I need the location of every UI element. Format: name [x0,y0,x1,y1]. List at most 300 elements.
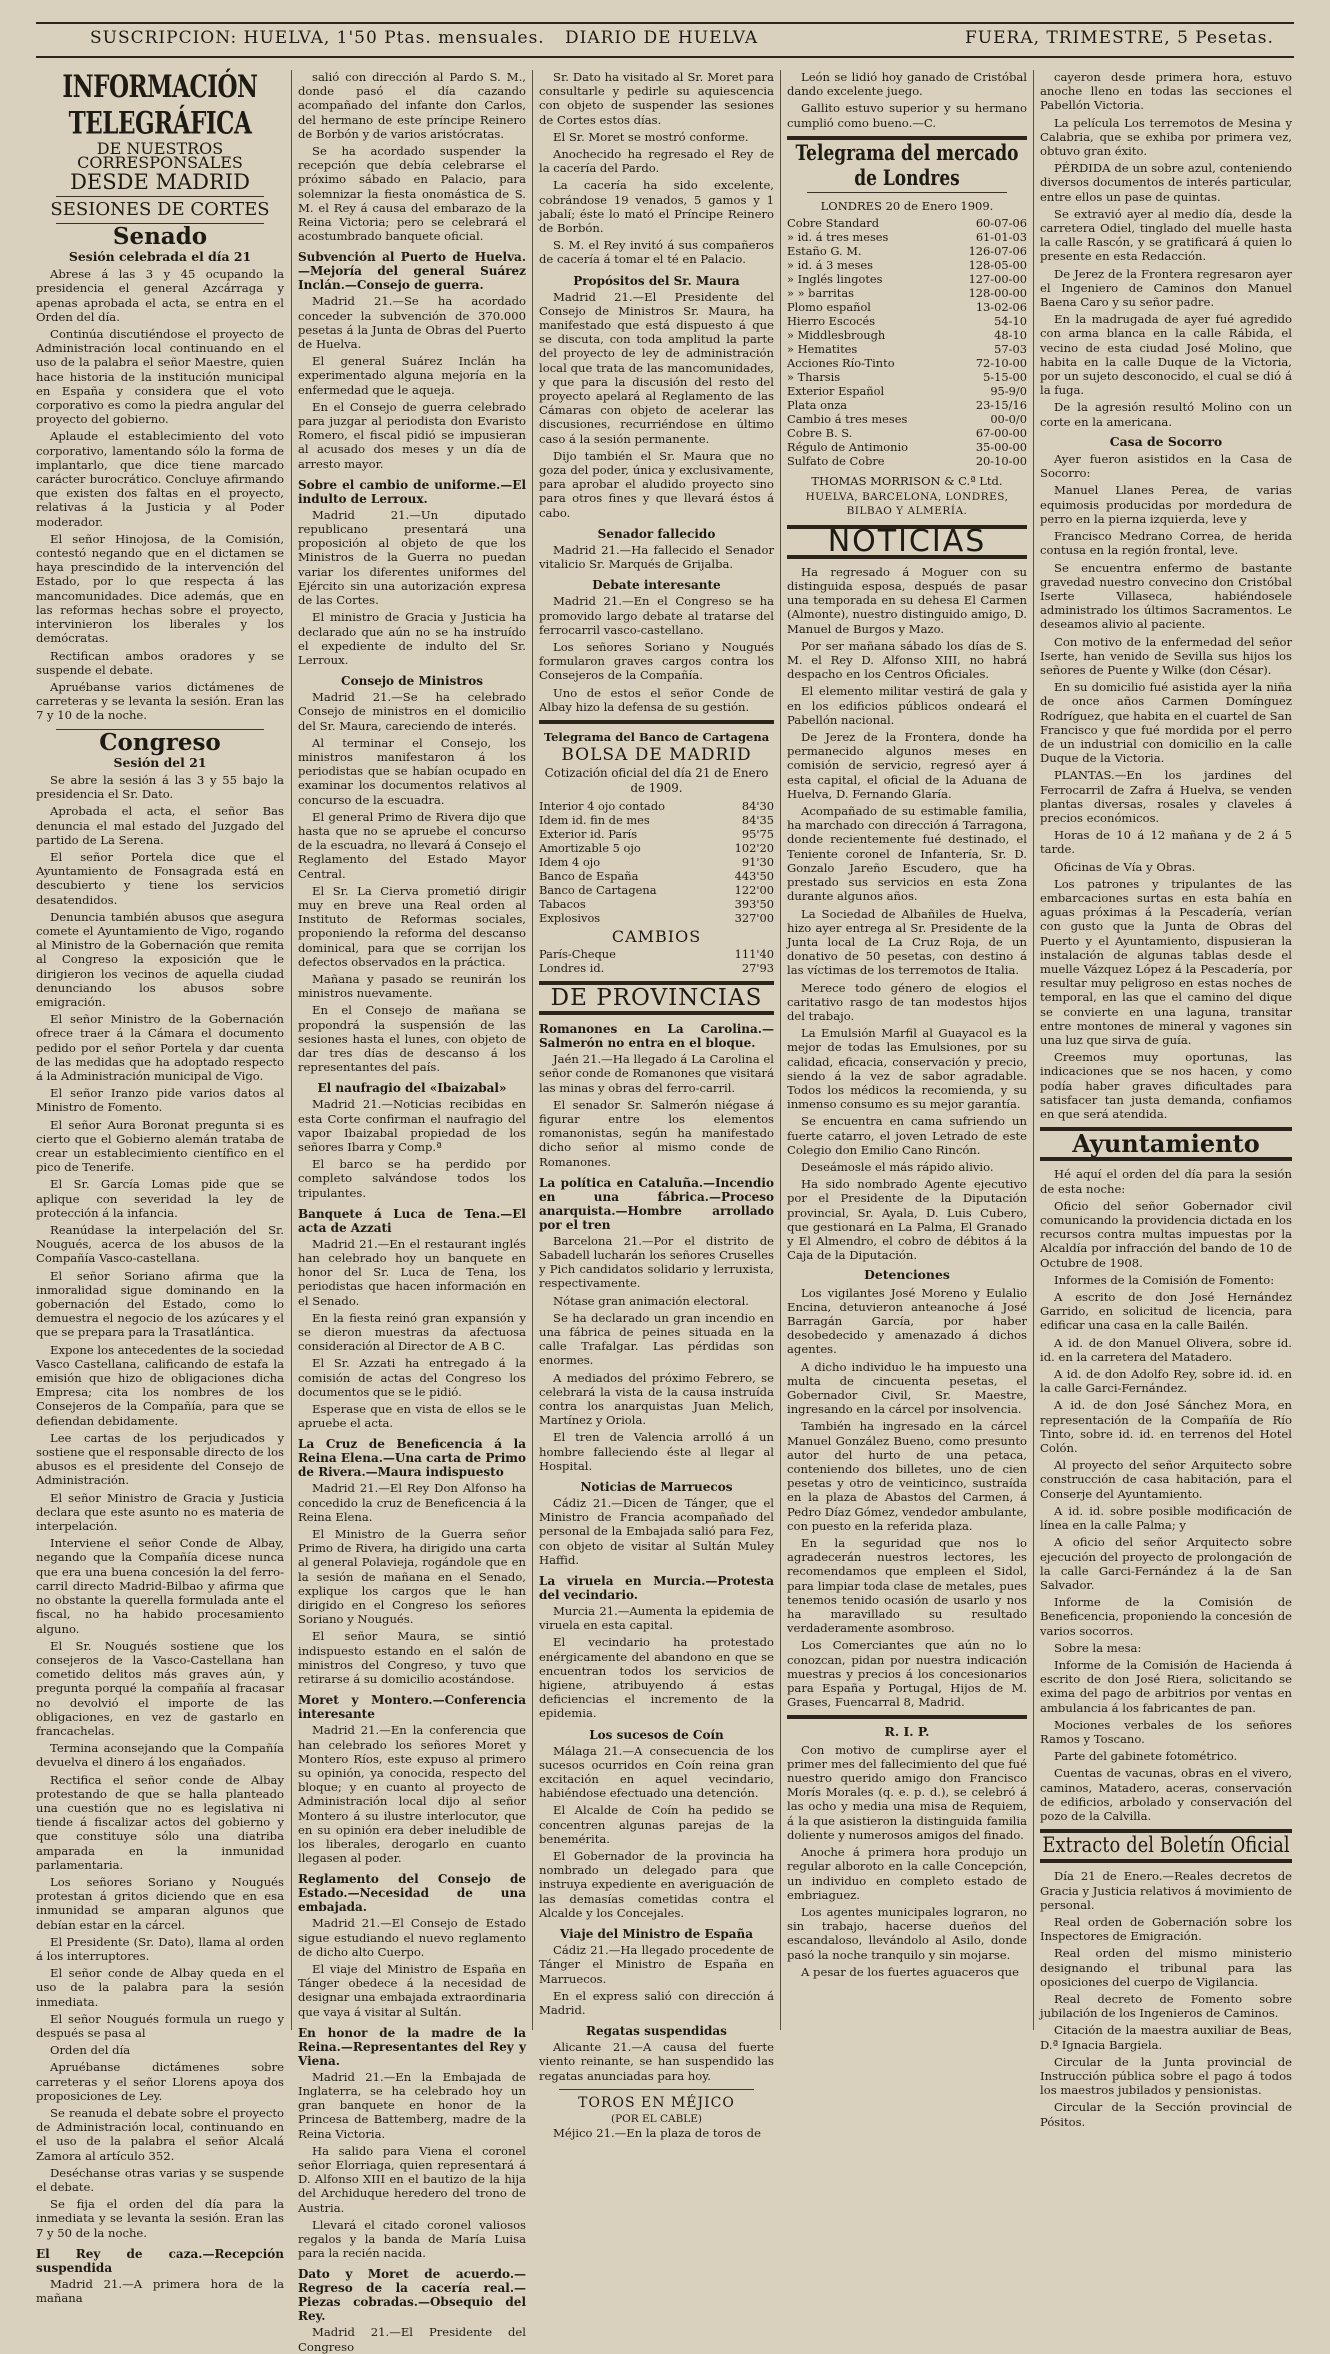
column-5 [1040,70,1292,2129]
quote-row [787,286,1027,300]
news-paragraph: En el Consejo de guerra celebrado para juzgar al periodista don Evaristo Romero, el fiscal pidió se impusieran al acusado dos meses y un día de arresto mayor. [298,399,526,471]
column-rule [780,70,781,2030]
quote-value: 128-00-00 [968,286,1027,301]
quote-row [539,869,774,883]
news-paragraph: PÉRDIDA de un sobre azul, conteniendo diversos documentos de interés particular, entre ellos un pase de quintas. [1040,161,1292,204]
quote-label: » Inglés lingotes [787,272,883,287]
subscription-outside: FUERA, TRIMESTRE, 5 Pesetas. [965,28,1274,48]
news-paragraph: En la seguridad que nos lo agradecerán nuestros lectores, les recomendamos que empleen el Sidol, para limpiar toda clase de metales, pues tenemos tenido ocasión de usarlo y nos ha maravillado su resultado verdaderamente asombroso. [787,1536,1027,1636]
news-paragraph: Al terminar el Consejo, los ministros manifestaron á los periodistas que se habían ocupado en examinar los documentos relativos al concurso de la escuadra. [298,735,526,807]
column-3-lead [539,70,774,267]
rip-heading: R. I. P. [884,1724,930,1740]
news-paragraph: El senador Sr. Salmerón niégase á figurar entre los elementos romanonistas, según ha manifestado dicho señor al mismo conde de Romanones. [539,1097,774,1169]
quote-label: Interior 4 ojo contado [539,798,665,813]
news-paragraph: Ha salido para Viena el coronel señor Elorriaga, quien representará á D. Alfonso XIII en el bautizo de la hija del Archiduque heredero del trono de Austria. [298,2143,526,2215]
news-paragraph: Mociones verbales de los señores Ramos y Toscano. [1040,1717,1292,1746]
news-paragraph: El Sr. Azzati ha entregado á la comisión de actas del Congreso los documentos que se le pidió. [298,1356,526,1399]
news-headline: El Rey de caza.—Recepción suspendida [36,2246,284,2275]
news-paragraph: También ha ingresado en la cárcel Manuel González Bueno, como presunto autor del hurto de una petaca, conteniendo dos billetes, uno de cien pesetas y otro de veinticinco, sustraída en la plaza de Abastos del Carmen, á Pedro Díaz Gómez, vendedor ambulante, con puesto en la referida plaza. [787,1419,1027,1533]
news-paragraph: Madrid 21.—En la Embajada de Inglaterra, se ha celebrado hoy un gran banquete en honor de la Princesa de Battemberg, madre de la Reina Victoria. [298,2069,526,2141]
news-paragraph: Ha sido nombrado Agente ejecutivo por el Presidente de la Diputación provincial, Sr. Ayala, D. Luis Cubero, que gestionará en La Palma, El Granado y El Almendro, el cobro de débitos á la Caja de la Diputación. [787,1177,1027,1263]
news-paragraph: El señor Maura, se sintió indispuesto estando en el salón de ministros del Congreso, y tuvo que retirarse á su domicilio acostándose. [298,1629,526,1687]
quote-value: 84'30 [741,798,774,813]
news-paragraph: Anoche á primera hora produjo un regular alboroto en la calle Concepción, un individuo en completo estado de embriaguez. [787,1845,1027,1902]
quote-value: 48-10 [994,328,1027,343]
quote-row [787,272,1027,286]
quote-label: Exterior Español [787,384,885,399]
news-headline: Noticias de Marruecos [580,1480,733,1495]
quote-value: 122'00 [734,882,774,897]
quote-value: 57-03 [994,342,1027,357]
quote-label: » id. á 3 meses [787,258,874,273]
news-paragraph: Los agentes municipales lograron, no sin trabajo, hacerse dueños del escandaloso, llevándolo al Asilo, donde pasó la noche tranquilo y sin mojarse. [787,1904,1027,1962]
news-paragraph: Real orden de Gobernación sobre los Inspectores de Emigración. [1040,1914,1292,1944]
quote-row [787,258,1027,272]
news-paragraph: Sobre la mesa: [1054,1640,1142,1655]
news-paragraph: A pesar de los fuertes aguaceros que [801,1964,1020,1979]
news-paragraph: El señor Iranzo pide varios datos al Ministro de Fomento. [36,1086,284,1115]
news-paragraph: El general Primo de Rivera dijo que hasta que no se apruebe el concurso de la escuadra, no llevará á Consejo el Reglamento del Estado Mayor Central. [298,809,526,881]
quote-value: 327'00 [734,910,774,925]
news-paragraph: El Presidente (Sr. Dato), llama al orden á los interruptores. [36,1934,284,1963]
quote-label: Banco de España [539,868,639,883]
quote-value: 393'50 [734,896,774,911]
quote-row [787,370,1027,384]
section-title: INFORMACIÓN TELEGRÁFICA [62,68,258,142]
quote-label: Estaño G. M. [787,244,862,259]
news-paragraph: El general Suárez Inclán ha experimentado alguna mejoría en la enfermedad que le aqueja. [298,354,526,397]
news-paragraph: Se encuentra en cama sufriendo un fuerte catarro, el joven Letrado de este Colegio don Emilio Cano Rincón. [787,1114,1027,1157]
header-top-rule [36,22,1294,24]
news-paragraph: El tren de Valencia arrolló á un hombre falleciendo éste al llegar al Hospital. [539,1430,774,1473]
quote-row [539,961,774,975]
quote-label: Cobre Standard [787,216,879,231]
news-headline: Sobre el cambio de uniforme.—El indulto de Lerroux. [298,477,526,506]
column-2 [298,70,526,2354]
news-headline: Viaje del Ministro de España [559,1927,754,1942]
news-paragraph: Anochecido ha regresado el Rey de la cacería del Pardo. [539,147,774,176]
news-paragraph: Murcia 21.—Aumenta la epidemia de viruela en esta capital. [539,1604,774,1633]
news-paragraph: Se encuentra enfermo de bastante gravedad nuestro convecino don Cristóbal Iserte Villaseca, habiéndosele administrado los últimos Sacramentos. Le deseamos alivio al paciente. [1040,560,1292,632]
congreso-session: Sesión del 21 [113,754,207,770]
news-paragraph: Francisco Medrano Correa, de herida contusa en la región frontal, leve. [1040,529,1292,558]
news-headline: Dato y Moret de acuerdo.—Regreso de la cacería real.—Piezas cobradas.—Obsequio del Rey. [298,2267,526,2324]
news-paragraph: A id. de don Adolfo Rey, sobre id. id. en la calle Garci-Fernández. [1040,1367,1292,1396]
quote-value: 126-07-06 [968,244,1027,259]
news-headline: Romanones en La Carolina.—Salmerón no entra en el bloque. [539,1022,774,1051]
news-paragraph: Madrid 21.—Ha fallecido el Senador vitalicio Sr. Marqués de Grijalba. [539,542,774,572]
quote-value: 111'40 [734,946,774,961]
news-paragraph: Se ha declarado un gran incendio en una fábrica de peines situada en la calle Trafalgar. Las pérdidas son enormes. [539,1310,774,1368]
news-paragraph: Madrid 21.—El Consejo de Estado sigue estudiando el nuevo reglamento de dicho alto Cuerpo. [298,1916,526,1959]
city-heading: DESDE MADRID [70,170,250,195]
news-headline: Banquete á Luca de Tena.—El acta de Azzati [298,1206,526,1235]
quote-row [787,230,1027,244]
quote-label: París-Cheque [539,946,616,961]
detenciones-heading: Detenciones [864,1267,950,1283]
quote-value: 20-10-00 [975,454,1027,469]
news-headline: En honor de la madre de la Reina.—Representantes del Rey y Viena. [298,2025,526,2068]
quote-row [787,328,1027,342]
news-paragraph: Los señores Soriano y Nougués formularon graves cargos contra los Consejeros de la Compañía. [539,639,774,683]
news-paragraph: El Sr. Moret se mostró conforme. [553,129,749,144]
news-paragraph: Dijo también el Sr. Maura que no goza del poder, única y exclusivamente, para aprobar el aludido proyecto sino para otros fines y que llevará éstos á cabo. [539,448,774,520]
news-paragraph: Alicante 21.—A causa del fuerte viento reinante, se han suspendido las regatas anunciadas para hoy. [539,2040,774,2083]
london-signature: THOMAS MORRISON & C.ª Ltd. [811,474,1003,489]
news-paragraph: El barco se ha perdido por completo salvándose todos los tripulantes. [298,1157,526,1200]
news-paragraph: Día 21 de Enero.—Reales decretos de Gracia y Justicia relativos á movimiento de personal. [1040,1869,1292,1912]
news-paragraph: Apruébanse varios dictámenes de carreteras y se levanta la sesión. Eran las 7 y 10 de la noche. [36,679,284,723]
news-paragraph: salió con dirección al Pardo S. M., donde pasó el día cazando acompañado del infante don Carlos, del hermano de este príncipe Reinero de Borbón y de varios aristócratas. [298,70,526,141]
news-headline: El naufragio del «Ibaizabal» [317,1081,507,1096]
quote-row [539,947,774,961]
news-paragraph: El Gobernador de la provincia ha nombrado un delegado para que instruya expediente en averiguación de las demasías cometidas contra el Alcalde y los Concejales. [539,1849,774,1920]
news-paragraph: Los señores Soriano y Nougués protestan á gritos diciendo que en esa inmunidad se amparan algunos que debían estar en la cárcel. [36,1874,284,1932]
news-paragraph: Madrid 21.—Se ha celebrado Consejo de ministros en el domicilio del Sr. Maura, careciendo de interés. [298,690,526,733]
toros-title: TOROS EN MÉJICO [578,2094,735,2111]
senado-session: Sesión celebrada el día 21 [68,249,252,265]
quote-row [539,883,774,897]
news-headline: La Cruz de Beneficencia á la Reina Elena.—Una carta de Primo de Rivera.—Maura indispuesto [298,1437,526,1480]
news-paragraph: Esperase que en vista de ellos se le apruebe el acta. [298,1402,526,1431]
news-paragraph: A id. id. sobre posible modificación de línea en la calle Palma; y [1040,1503,1292,1533]
news-paragraph: Llevará el citado coronel valiosos regalos y la banda de María Luisa para la recién nacida. [298,2217,526,2261]
news-paragraph: Jaén 21.—Ha llegado á La Carolina el señor conde de Romanones que visitará las minas y obras del ferro-carril. [539,1052,774,1095]
news-headline: Moret y Montero.—Conferencia interesante [298,1693,526,1722]
news-paragraph: Cádiz 21.—Dicen de Tánger, que el Ministro de Francia acompañado del personal de la Embajada salió para Fez, con objeto de visitar al Sultán Muley Haffid. [539,1496,774,1567]
news-paragraph: Oficinas de Vía y Obras. [1054,859,1196,874]
boletin-body [1040,1869,1292,2128]
quote-label: Explosivos [539,910,601,925]
column-rule [291,70,292,2030]
news-paragraph: Oficio del señor Gobernador civil comunicando la providencia dictada en los recursos contra multas impuestas por la Alcaldía por infracción del bando de 10 de Octubre de 1908. [1040,1198,1292,1270]
news-paragraph: El señor Soriano afirma que la inmoralidad sigue dominando en la gobernación del Estado, como lo demuestra el negocio de los azúcares y el que se prepara para la Trasatlántica. [36,1268,284,1340]
news-paragraph: De Jerez de la Frontera, donde ha permanecido algunos meses en comisión de servicio, regresó ayer á esta capital, el oficial de la Aduana de Huelva, D. Fernando Glaría. [787,730,1027,801]
news-paragraph: Los Comerciantes que aún no lo conozcan, pidan por nuestra indicación muestras y precios á los concesionarios para España y Portugal, Hijos de M. Grases, Fuencarral 8, Madrid. [787,1638,1027,1710]
news-paragraph: A mediados del próximo Febrero, se celebrará la vista de la causa instruída contra los anarquistas Juan Melich, Martínez y Oriola. [539,1370,774,1428]
news-paragraph: La cacería ha sido excelente, cobrándose 19 venados, 5 gamos y 1 jabalí; éste lo mató el Príncipe Reinero de Borbón. [539,178,774,236]
quote-label: Idem 4 ojo [539,854,601,869]
news-paragraph: Madrid 21.—Se ha acordado conceder la subvención de 370.000 pesetas á la Junta de Obras del Puerto de Huelva. [298,294,526,352]
news-paragraph: Informes de la Comisión de Fomento: [1054,1272,1275,1287]
column-2-lead [298,70,526,243]
news-paragraph: Con motivo de la enfermedad del señor Iserte, han venido de Sevilla sus hijos los señores de Puente y Wilke (don César). [1040,634,1292,677]
london-date: LONDRES 20 de Enero 1909. [820,198,994,213]
news-paragraph: De Jerez de la Frontera regresaron ayer el Ingeniero de Caminos don Manuel Baena Caro y su señor padre. [1040,266,1292,310]
bolsa-table [539,799,774,925]
news-paragraph: A escrito de don José Hernández Garrido, en solicitud de licencia, para edificar una casa en la calle Bailén. [1040,1290,1292,1333]
quote-row [787,216,1027,230]
news-headline: Consejo de Ministros [341,674,483,689]
news-paragraph: El Sr. García Lomas pide que se aplique con severidad la ley de protección á la infancia. [36,1177,284,1220]
news-paragraph: Circular de la Sección provincial de Pósitos. [1040,2100,1292,2129]
news-paragraph: Creemos muy oportunas, las indicaciones que se nos hacen, y como podía haber graves dificultades para satisfacer tan justa demanda, confiamos en que será atendida. [1040,1050,1292,1122]
news-paragraph: Ha regresado á Moguer con su distinguida esposa, después de pasar una temporada en su dehesa El Carmen (Almonte), nuestro distinguido amigo, D. Manuel de Burgos y Mazo. [787,564,1027,636]
quote-value: 67-00-00 [975,426,1027,441]
news-paragraph: Sr. Dato ha visitado al Sr. Moret para consultarle y pedirle su aquiescencia con objeto de suspender las sesiones de Cortes estos días. [539,70,774,127]
quote-value: 84'35 [741,812,774,827]
news-paragraph: Málaga 21.—A consecuencia de los sucesos ocurridos en Coín reina gran excitación en aquel vecindario, habiéndose efectuado una detención. [539,1743,774,1801]
news-paragraph: El Sr. La Cierva prometió dirigir muy en breve una Real orden al Instituto de Reformas sociales, proponiendo la reforma del descanso dominical, para que se corrijan los defectos observados en la práctica. [298,883,526,969]
news-paragraph: Reanúdase la interpelación del Sr. Nougués, acerca de los abusos de la Compañía Vasco-castellana. [36,1223,284,1266]
news-paragraph: El ministro de Gracia y Justicia ha declarado que aún no se ha instruído el expediente de indulto del Sr. Lerroux. [298,610,526,667]
column-3-news [539,274,774,714]
senado-body [36,267,284,722]
news-paragraph: Continúa discutiéndose el proyecto de Administración local continuando en el uso de la palabra el señor Maestre, quien hace historia de la institución municipal en España y considera que el voto corporativo es como la piedra angular del proyecto del gobierno. [36,327,284,427]
news-paragraph: El señor Ministro de Gracia y Justicia declara que este asunto no es materia de interpelación. [36,1490,284,1534]
news-paragraph: cayeron desde primera hora, estuvo anoche lleno en todas las secciones el Pabellón Victoria. [1040,70,1292,113]
news-paragraph: Mañana y pasado se reunirán los ministros nuevamente. [298,971,526,1001]
column-rule [532,70,533,2030]
news-paragraph: Ayer fueron asistidos en la Casa de Socorro: [1040,452,1292,481]
news-paragraph: El Ministro de la Guerra señor Primo de Rivera, ha dirigido una carta al general Polavieja, rogándole que en la sesión de mañana en el Senado, explique los cargos que le han dirigido en el Congreso los señores Soriano y Nougués. [298,1527,526,1627]
quote-value: 60-07-06 [975,216,1027,231]
bolsa-title: BOLSA DE MADRID [561,745,752,766]
quote-row [539,855,774,869]
news-paragraph: El señor Ministro de la Gobernación ofrece traer á la Cámara el documento pedido por el señor Portela y dar cuenta de las medidas que ha adoptado respecto á la Administración municipal de Vigo. [36,1012,284,1083]
news-paragraph: Se ha acordado suspender la recepción que debía celebrarse el próximo sábado en Palacio, para solemnizar la fiesta onomástica de S. M. el Rey á causa del embarazo de la Reina Victoria; pero se celebrará el acostumbrado banquete oficial. [298,144,526,244]
quote-label: » id. á tres meses [787,230,889,245]
quote-value: 91'30 [741,854,774,869]
news-headline: La viruela en Murcia.—Protesta del vecindario. [539,1574,774,1603]
news-paragraph: Aplaude el establecimiento del voto corporativo, lamentando sólo la forma de implantarlo, que dice tiene marcado carácter burocrático. Concluye afirmando que existen dos faltas en el proyecto, relativas á la Justicia y al Poder moderador. [36,429,284,529]
news-paragraph: Rectifican ambos oradores y se suspende el debate. [36,648,284,677]
quote-label: Exterior id. París [539,826,638,841]
quote-value: 00-0/0 [990,412,1027,427]
news-paragraph: Deseámosle el más rápido alivio. [801,1159,994,1174]
quote-row [787,412,1027,426]
news-paragraph: Aprobada el acta, el señor Bas denuncia el mal estado del Juzgado del partido de La Serena. [36,804,284,847]
news-paragraph: Gallito estuvo superior y su hermano cumplió como bueno.—C. [787,101,1027,130]
column-rule [1033,70,1034,2030]
news-paragraph: Acompañado de su estimable familia, ha marchado con dirección á Tarragona, donde recientemente fué destinado, el Teniente coronel de Infantería, Sr. D. Gonzalo Jareño Escudero, que ha prestado sus servicios en esta Zona durante algunos años. [787,804,1027,904]
news-paragraph: Al proyecto del señor Arquitecto sobre construcción de casa habitación, para el Conserje del Ayuntamiento. [1040,1458,1292,1501]
quote-row [787,440,1027,454]
news-paragraph: Expone los antecedentes de la sociedad Vasco Castellana, calificando de estafa la emisión que hizo de obligaciones dicha Empresa; cita los nombres de los Consejeros de la Compañía, para que se defiendan debidamente. [36,1342,284,1428]
quote-row [787,356,1027,370]
news-paragraph: El señor Aura Boronat pregunta si es cierto que el Gobierno alemán trataba de crear un establecimiento científico en el pico de Tenerife. [36,1117,284,1175]
column-5-lead [1040,70,1292,429]
quote-value: 13-02-06 [975,300,1027,315]
quote-label: » » barritas [787,286,855,301]
quote-value: 54-10 [994,314,1027,329]
quote-label: » Hematites [787,342,858,357]
news-paragraph: Madrid 21.—A primera hora de la mañana [36,2276,284,2306]
quote-row [787,384,1027,398]
sessions-heading: SESIONES DE CORTES [50,198,270,220]
news-paragraph: Informe de la Comisión de Beneficencia, proponiendo la concesión de varios socorros. [1040,1595,1292,1638]
quote-label: Idem id. fin de mes [539,812,650,827]
quote-value: 5-15-00 [983,370,1027,385]
quote-row [787,244,1027,258]
quote-label: » Tharsis [787,370,841,385]
cambios-title: CAMBIOS [611,926,702,946]
quote-label: Banco de Cartagena [539,882,657,897]
news-paragraph: Se extravió ayer al medio día, desde la carretera Odiel, tinglado del muelle hasta la calle Rascón, y se gratificará á quien lo presente en esta Redacción. [1040,206,1292,264]
news-paragraph: Real decreto de Fomento sobre jubilación de los Ingenieros de Caminos. [1040,1991,1292,2021]
quote-row [539,813,774,827]
news-paragraph: Circular de la Junta provincial de Instrucción pública sobre el pago á todos los maestros jubilados y pensionistas. [1040,2054,1292,2098]
quote-label: Plomo español [787,300,871,315]
news-paragraph: En la fiesta reinó gran expansión y se dieron muestras da afectuosa consideración al Director de A B C. [298,1310,526,1354]
quote-label: Cambio á tres meses [787,412,908,427]
noticias-title: NOTICIAS [827,523,987,559]
quote-value: 23-15/16 [975,398,1027,413]
news-paragraph: PLANTAS.—En los jardines del Ferrocarril de Zafra á Huelva, se venden plantas diversas, rosales y claveles á precios económicos. [1040,768,1292,825]
news-paragraph: Madrid 21.—Un diputado republicano presentará una proposición al objeto de que los Ministros de la Guerra no puedan variar los diferentes uniformes del Ejército sin una autorización expresa de las Cortes. [298,507,526,608]
news-paragraph: Horas de 10 á 12 mañana y de 2 á 5 tarde. [1040,828,1292,857]
news-paragraph: Lee cartas de los perjudicados y sostiene que el responsable directo de los abusos es el presidente del Consejo de Administración. [36,1430,284,1488]
news-paragraph: Madrid 21.—En el Congreso se ha promovido largo debate al tratarse del ferrocarril vasco-castellano. [539,594,774,637]
news-paragraph: El viaje del Ministro de España en Tánger obedece á la necesidad de designar una embajada extraordinaria que vaya á visitar al Sultán. [298,1961,526,2019]
congreso-heading: Congreso [99,728,221,756]
quote-label: Sulfato de Cobre [787,454,885,469]
news-headline: Propósitos del Sr. Maura [573,273,740,288]
news-paragraph: Nótase gran animación electoral. [553,1293,749,1308]
quote-label: Acciones Río-Tinto [787,356,895,371]
news-paragraph: Madrid 21.—El Presidente del Congreso [298,2325,526,2354]
quote-value: 35-00-00 [975,440,1027,455]
quote-row [539,897,774,911]
news-paragraph: Real orden del mismo ministerio designando el tribunal para las oposiciones del cuerpo de Vigilancia. [1040,1946,1292,1989]
news-paragraph: Hé aquí el orden del día para la sesión de esta noche: [1040,1167,1292,1196]
masthead-name: DIARIO DE HUELVA [565,28,759,48]
news-paragraph: En su domicilio fué asistida ayer la niña de once años Carmen Domínguez Rodríguez, que habita en el cuartel de San Francisco y que fué mordida por el perro de un industrial con domicilio en la calle Duque de la Victoria. [1040,680,1292,766]
news-paragraph: En la madrugada de ayer fué agredido con arma blanca en la calle Rábida, el vecino de esta ciudad José Molino, que habita en la calle Duque de la Victoria, por un sujeto desconocido, el cual se dió á la fuga. [1040,312,1292,398]
news-paragraph: S. M. el Rey invitó á sus compañeros de cacería á tomar el té en Palacio. [539,238,774,267]
subscription-local: SUSCRIPCION: HUELVA, 1'50 Ptas. mensuales. [90,28,545,48]
news-paragraph: Madrid 21.—En la conferencia que han celebrado los señores Moret y Montero Ríos, este expuso al primero su opinión, ya conocida, respecto del bloque; y en cuanto al proyecto de Administración local dijo al señor Montero á su ilustre interlocutor, que en su opinión era deber ineludible de los liberales, derogarlo en cuanto llegasen al poder. [298,1723,526,1866]
section-subtitle: DE NUESTROS CORRESPONSALES [77,139,243,173]
socorro-body [1040,452,1292,1121]
news-paragraph: Manuel Llanes Perea, de varias equimosis producidas por mordedura de perro en la pierna izquierda, leve y [1040,483,1292,526]
news-paragraph: Méjico 21.—En la plaza de toros de [553,2126,761,2141]
provincias-news [539,1022,774,2083]
london-title: Telegrama del mercado de Londres [795,140,1019,191]
quote-row [787,454,1027,468]
london-table [787,216,1027,468]
news-paragraph: Orden del día [50,2043,131,2058]
news-paragraph: Citación de la maestra auxiliar de Beas, D.ª Ignacia Bargiela. [1040,2023,1292,2052]
news-paragraph: A id. de don Manuel Olivera, sobre id. id. en la carretera del Matadero. [1040,1335,1292,1364]
quote-label: Plata onza [787,398,848,413]
provincias-title: DE PROVINCIAS [550,984,763,1011]
news-paragraph: Informe de la Comisión de Hacienda á escrito de don José Riera, solicitando se exima del pago de arbitrios por ventas en ambulancia á los fabricantes de pan. [1040,1657,1292,1715]
quote-label: » Middlesbrough [787,328,886,343]
news-paragraph: Madrid 21.—El Rey Don Alfonso ha concedido la cruz de Beneficencia á la Reina Elena. [298,1481,526,1524]
column-4-lead [787,70,1027,130]
news-paragraph: Se reanuda el debate sobre el proyecto de Administración local, continuando en el uso de la palabra el señor Alcalá Zamora al artículo 352. [36,2106,284,2163]
news-paragraph: Los vigilantes José Moreno y Eulalio Encina, detuvieron anteanoche á José Barragán García, por haber desobedecido y amenazado á dichos agentes. [787,1285,1027,1357]
quote-row [539,827,774,841]
quote-row [787,300,1027,314]
quote-value: 128-05-00 [968,258,1027,273]
news-paragraph: Barcelona 21.—Por el distrito de Sabadell lucharán los señores Cruselles y Pich candidatos solidario y lerruxista, respectivamente. [539,1233,774,1291]
column-3 [539,70,774,2141]
boletin-title: Extracto del Boletín Oficial [1042,1832,1290,1859]
news-paragraph: A id. de don José Sánchez Mora, en representación de la Compañía de Río Tinto, sobre id. id. en terrenos del Hotel Colón. [1040,1398,1292,1456]
news-paragraph: Cuentas de vacunas, obras en el vivero, caminos, Matadero, aceras, conservación de edificios, arbolado y conservación del pozo de la Calvilla. [1040,1766,1292,1823]
quote-value: 443'50 [734,868,774,883]
quote-value: 127-00-00 [968,272,1027,287]
news-paragraph: Cádiz 21.—Ha llegado procedente de Tánger el Ministro de España en Marruecos. [539,1943,774,1986]
ayuntamiento-title: Ayuntamiento [1072,1129,1260,1159]
london-cities: HUELVA, BARCELONA, LONDRES, BILBAO Y ALMERÍA. [805,491,1009,518]
news-paragraph: Se fija el orden del día para la inmediata y se levanta la sesión. Eran las 7 y 50 de la noche. [36,2197,284,2240]
news-paragraph: León se lidió hoy ganado de Cristóbal dando excelente juego. [787,70,1027,99]
bolsa-subtitle: Cotización oficial del día 21 de Enero de 1909. [544,766,769,795]
news-paragraph: Denuncia también abusos que asegura comete el Ayuntamiento de Vigo, rogando al Ministro de la Gobernación que remita al Congreso la exposición que le dirigieron los vecinos de aquella ciudad denunciando los abusos sobre emigración. [36,909,284,1009]
news-headline: Debate interesante [592,578,721,593]
quote-row [539,799,774,813]
rip-body [787,1743,1027,1979]
news-paragraph: A oficio del señor Arquitecto sobre ejecución del proyecto de prolongación de la calle Garci-Fernández á la de San Salvador. [1040,1535,1292,1592]
quote-value: 95-9/0 [990,384,1027,399]
news-paragraph: Merece todo género de elogios el caritativo rasgo de tan modestos hijos del trabajo. [787,980,1027,1023]
news-paragraph: La Sociedad de Albañiles de Huelva, hizo ayer entrega al Sr. Presidente de la Junta local de La Cruz Roja, de un donativo de 50 pesetas, con destino á las víctimas de los terremotos de Italia. [787,906,1027,978]
news-paragraph: El señor conde de Albay queda en el uso de la palabra para la sesión inmediata. [36,1966,284,2009]
news-headline: Regatas suspendidas [586,2024,727,2039]
news-paragraph: Uno de estos el señor Conde de Albay hizo la defensa de su gestión. [539,685,774,714]
quote-row [539,911,774,925]
news-paragraph: En el Consejo de mañana se propondrá la suspensión de las sesiones hasta el lunes, con objeto de dar tres días de descanso á los representantes del país. [298,1003,526,1075]
quote-label: Régulo de Antimonio [787,440,908,455]
quote-row [787,314,1027,328]
news-paragraph: Deséchanse otras varias y se suspende el debate. [36,2165,284,2195]
news-paragraph: En el express salió con dirección á Madrid. [539,1988,774,2017]
news-paragraph: Por ser mañana sábado los días de S. M. el Rey D. Alfonso XIII, no habrá despacho en los Centros Oficiales. [787,638,1027,682]
news-paragraph: Se abre la sesión á las 3 y 55 bajo la presidencia el Sr. Dato. [36,772,284,802]
ayuntamiento-body [1040,1167,1292,1823]
quote-value: 95'75 [741,826,774,841]
news-headline: Reglamento del Consejo de Estado.—Necesidad de una embajada. [298,1872,526,1915]
quote-row [787,398,1027,412]
news-headline: Subvención al Puerto de Huelva.—Mejoría del general Suárez Inclán.—Consejo de guerra. [298,250,526,293]
news-paragraph: Termina aconsejando que la Compañía devuelva el dinero á los engañados. [36,1741,284,1770]
column-1 [36,68,284,2306]
quote-label: Hierro Escocés [787,314,876,329]
news-paragraph: A dicho individuo le ha impuesto una multa de cincuenta pesetas, el Gobernador Civil, Sr. Maestre, ingresando en la cárcel por insolvencia. [787,1359,1027,1417]
quote-row [787,426,1027,440]
toros-subtitle: (POR EL CABLE) [610,2112,703,2125]
news-paragraph: La película Los terremotos de Mesina y Calabria, que se exhiba por primera vez, obtuvo gran éxito. [1040,115,1292,159]
bolsa-banner: Telegrama del Banco de Cartagena [543,729,770,744]
header-bottom-rule [36,56,1294,58]
news-headline: La política en Cataluña.—Incendio en una fábrica.—Proceso anarquista.—Hombre arrollado por el tren [539,1175,774,1232]
column-4 [787,70,1027,2030]
news-headline: Senador fallecido [597,526,716,541]
quote-value: 72-10-00 [975,356,1027,371]
quote-value: 27'93 [741,960,774,975]
news-paragraph: Los patrones y tripulantes de las embarcaciones surtas en esta bahía en aguas próximas á la Pescadería, verían con gusto que la Junta de Obras del Puerto y el Ayuntamiento, dispusieran la instalación de algunas tablas desde el muelle Vázquez López á la Pescadería, por resultar muy peligroso en estas noches de temporal, en las que el camino del dique se convierte en una laguna, transitar entre montones de mineral y vagones sin una luz que sirva de guía. [1040,876,1292,1047]
news-paragraph: Rectifica el señor conde de Albay protestando de que se halla planteado una cuestión que no es legislativa ni tiende á fiscalizar actos del gobierno y que constituye sólo una diatriba amparada en la inmunidad parlamentaria. [36,1772,284,1872]
column-2-news [298,250,526,2353]
news-paragraph: Interviene el señor Conde de Albay, negando que la Compañía dicese nunca que era una buena concesión la del ferro-carril directo Madrid-Bilbao y afirma que no obstante la querella formulada ante el fiscal, no ha habido procesamiento alguno. [36,1536,284,1636]
news-paragraph: Apruébanse dictámenes sobre carreteras y el señor Llorens apoya dos proposiciones de Ley. [36,2060,284,2103]
quote-value: 61-01-03 [975,230,1027,245]
news-paragraph: Parte del gabinete fotométrico. [1054,1749,1238,1764]
socorro-heading: Casa de Socorro [1109,433,1223,449]
news-paragraph: El Alcalde de Coín ha pedido se concentren algunas parejas de la benemérita. [539,1803,774,1846]
quote-value: 102'20 [734,840,774,855]
news-paragraph: Madrid 21.—Noticias recibidas en esta Corte confirman el naufragio del vapor Ibaizabal propiedad de los señores Ibarra y Comp.ª [298,1097,526,1154]
news-paragraph: Abrese á las 3 y 45 ocupando la presidencia el general Azcárraga y apenas aprobada el acta, se entra en el Orden del día. [36,267,284,324]
news-paragraph: De la agresión resultó Molino con un corte en la americana. [1040,400,1292,429]
news-paragraph: El señor Nougués formula un ruego y después se pasa al [36,2011,284,2040]
news-paragraph: Madrid 21.—El Presidente del Consejo de Ministros Sr. Maura, ha manifestado que está dispuesto á que se discuta, con toda amplitud la parte del proyecto de ley de administración local que trata de las mancomunidades, y que para la discusión del resto del proyecto apelará al Reglamento de las Cámaras con objeto de acelerar las discusiones, recurriéndose en último caso á la sesión permanente. [539,289,774,446]
senado-heading: Senado [112,222,208,250]
quote-row [539,841,774,855]
